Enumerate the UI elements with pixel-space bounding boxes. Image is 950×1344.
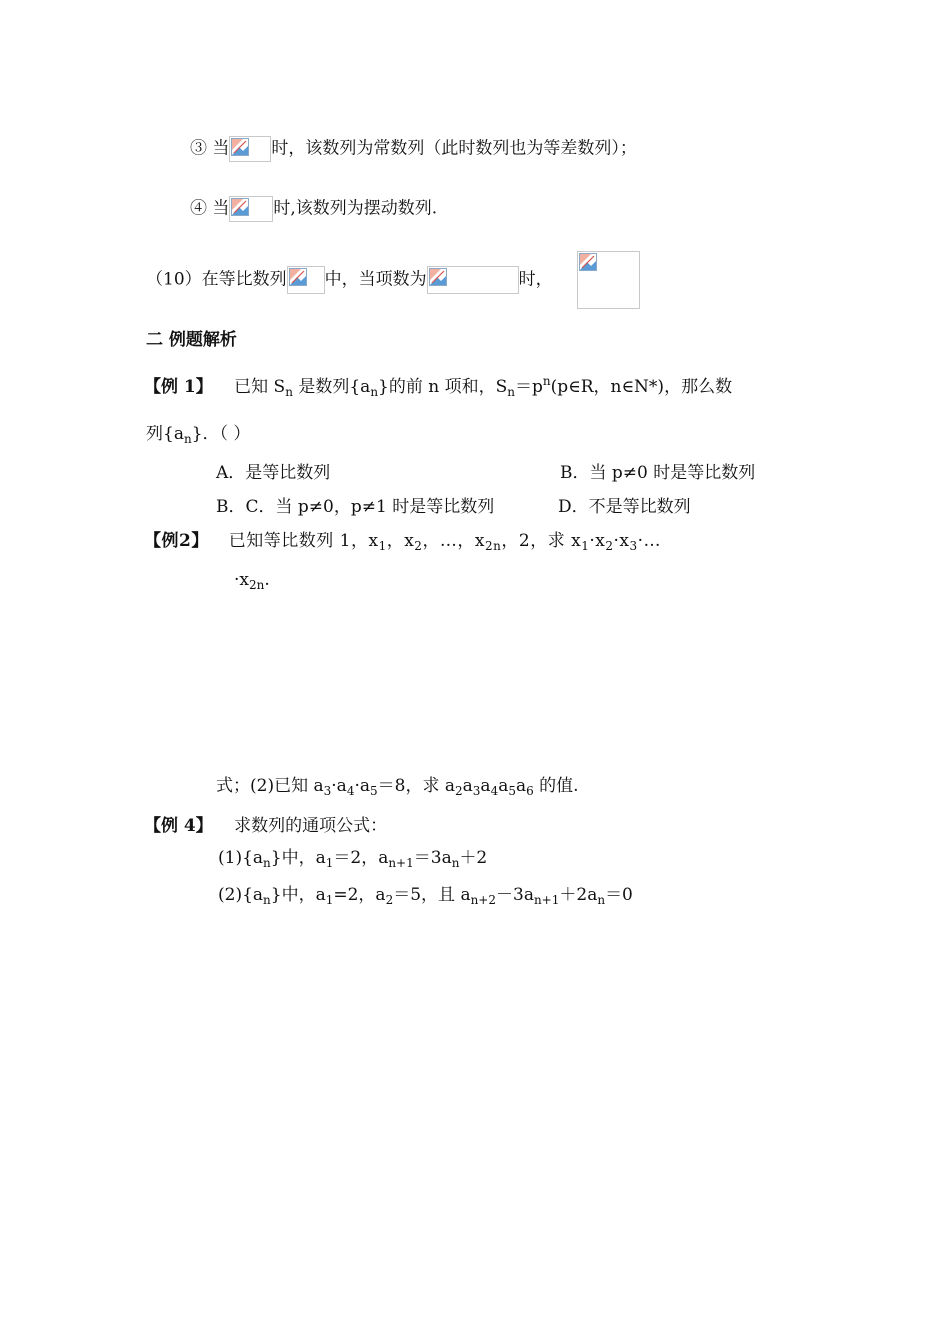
subscript: 4: [346, 784, 355, 798]
broken-image-icon: [579, 253, 597, 271]
text: 已知等比数列 1，x: [228, 531, 379, 551]
text: ，…，x: [422, 531, 486, 551]
text: －3a: [496, 885, 534, 905]
text: ＝2，a: [333, 848, 389, 868]
text: ·a: [354, 776, 370, 796]
example-3-line: [216, 774, 579, 798]
text: .: [264, 570, 270, 590]
text: ·a: [331, 776, 347, 796]
subscript: 2n: [249, 578, 265, 592]
text: 是数列{a: [292, 377, 371, 397]
subscript: 2: [385, 893, 394, 907]
text: ＋2: [459, 848, 488, 868]
text: ＋2a: [559, 885, 598, 905]
subscript: 6: [526, 784, 534, 798]
option-d: D．不是等比数列: [558, 497, 691, 517]
text: ＝8，求 a: [377, 776, 455, 796]
text: ＝5，且 a: [393, 885, 471, 905]
text: }中，a: [270, 885, 326, 905]
text: ，2，求 x: [501, 531, 582, 551]
formula-image: [229, 196, 273, 222]
item-10-suffix: 时，: [518, 269, 553, 290]
text: (2){a: [218, 885, 264, 905]
text: a: [462, 776, 473, 796]
subscript: 3: [472, 784, 481, 798]
example-4-title: 求数列的通项公式：: [234, 816, 388, 836]
condition-4-text: 时,该数列为摆动数列.: [273, 198, 438, 219]
formula-image: [427, 266, 519, 294]
text: (1){a: [218, 848, 264, 868]
subscript: 1: [325, 856, 334, 870]
option-a: A．是等比数列: [216, 463, 331, 483]
broken-image-icon: [429, 268, 447, 286]
subscript: n: [507, 385, 515, 399]
item-10-line: [146, 266, 553, 294]
subscript: n+1: [533, 893, 560, 907]
text: ＝3a: [413, 848, 452, 868]
text: }中，a: [270, 848, 326, 868]
subscript: n: [285, 385, 293, 399]
subscript: 4: [490, 784, 499, 798]
subscript: 2n: [485, 539, 502, 553]
condition-3-text: 时，该数列为常数列（此时数列也为等差数列）；: [271, 138, 637, 159]
item-10-middle: 中，当项数为: [324, 269, 427, 290]
subscript: n: [263, 893, 271, 907]
text: ·…: [637, 531, 662, 551]
subscript: 2: [414, 539, 423, 553]
example-2-line-2: [234, 568, 270, 592]
subscript: n+2: [470, 893, 496, 907]
broken-image-icon: [289, 268, 307, 286]
text: ＝p: [515, 377, 543, 397]
subscript: n: [597, 893, 606, 907]
condition-3-prefix: ③ 当: [190, 138, 230, 159]
subscript: 1: [325, 893, 334, 907]
example-2-line-1: [144, 529, 661, 553]
example-1-tag: 【例 1】: [144, 377, 213, 397]
condition-4-prefix: ④ 当: [190, 198, 230, 219]
text: ＝0: [605, 885, 633, 905]
condition-line-3: [190, 136, 637, 162]
example-4-part-2: [218, 883, 633, 907]
example-1-line-1: [144, 375, 732, 399]
subscript: n+1: [388, 856, 414, 870]
text: 的值.: [533, 776, 579, 796]
text: 列{a: [146, 424, 184, 444]
text: 式；(2)已知 a: [216, 776, 324, 796]
text: a: [515, 776, 527, 796]
subscript: 5: [370, 784, 378, 798]
text: a: [480, 776, 491, 796]
example-4-tag: 【例 4】: [144, 816, 213, 836]
text: }的前 n 项和，S: [378, 377, 508, 397]
text: 已知 S: [234, 377, 286, 397]
text: ·x: [613, 531, 630, 551]
subscript: n: [370, 385, 379, 399]
example-4-heading: [144, 814, 387, 838]
broken-image-icon: [231, 198, 249, 216]
example-1-line-2: [146, 422, 250, 446]
subscript: 1: [378, 539, 387, 553]
subscript: 5: [508, 784, 516, 798]
condition-line-4: [190, 196, 437, 222]
example-4-part-1: [218, 846, 487, 870]
subscript: 1: [581, 539, 590, 553]
text: ，x: [386, 531, 415, 551]
text: ·x: [234, 570, 249, 590]
formula-image: [229, 136, 271, 162]
item-10-prefix: （10）在等比数列: [146, 269, 287, 290]
section-heading: 二 例题解析: [146, 330, 237, 350]
subscript: 2: [455, 784, 463, 798]
text: a: [498, 776, 509, 796]
text: ·x: [589, 531, 606, 551]
formula-image: [287, 266, 325, 294]
subscript: n: [183, 432, 192, 446]
subscript: 2: [605, 539, 614, 553]
superscript: n: [542, 374, 551, 388]
subscript: 3: [629, 539, 638, 553]
subscript: n: [451, 856, 460, 870]
text: }．（ ）: [191, 424, 251, 444]
text: (p∈R，n∈N*)，那么数: [550, 377, 733, 397]
option-c: B．C．当 p≠0，p≠1 时是等比数列: [216, 497, 495, 517]
option-b: B．当 p≠0 时是等比数列: [560, 463, 756, 483]
example-2-tag: 【例2】: [144, 531, 209, 551]
subscript: 3: [323, 784, 332, 798]
text: =2，a: [333, 885, 386, 905]
broken-image-icon: [231, 138, 249, 156]
formula-image: [577, 251, 640, 309]
subscript: n: [263, 856, 271, 870]
